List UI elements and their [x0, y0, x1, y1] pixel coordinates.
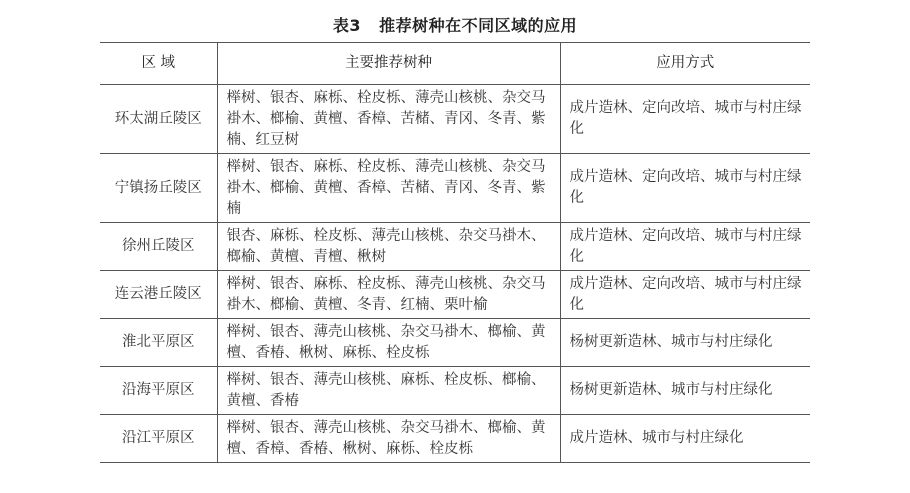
table-caption	[0, 15, 910, 37]
table-row	[100, 319, 810, 367]
table-row	[100, 223, 810, 271]
table-title: 推荐树种在不同区域的应用	[379, 16, 578, 35]
species-cell: 榉树、银杏、麻栎、栓皮栎、薄壳山核桃、杂交马褂木、榔榆、黄檀、香樟、苦槠、青冈、冬青、紫楠、红豆树	[217, 85, 560, 154]
method-cell: 成片造林、定向改培、城市与村庄绿化	[560, 223, 810, 271]
header-region: 区 域	[100, 43, 217, 85]
method-cell: 杨树更新造林、城市与村庄绿化	[560, 319, 810, 367]
table-row	[100, 271, 810, 319]
species-cell: 榉树、银杏、麻栎、栓皮栎、薄壳山核桃、杂交马褂木、榔榆、黄檀、冬青、红楠、栗叶榆	[217, 271, 560, 319]
header-species: 主要推荐树种	[217, 43, 560, 85]
region-cell: 徐州丘陵区	[100, 223, 217, 271]
table-row	[100, 154, 810, 223]
region-cell: 宁镇扬丘陵区	[100, 154, 217, 223]
species-cell: 榉树、银杏、薄壳山核桃、麻栎、栓皮栎、榔榆、黄檀、香椿	[217, 367, 560, 415]
header-row	[100, 43, 810, 85]
table-number: 表3	[332, 16, 362, 35]
species-application-table	[100, 42, 810, 463]
region-cell: 连云港丘陵区	[100, 271, 217, 319]
table-row	[100, 367, 810, 415]
method-cell: 杨树更新造林、城市与村庄绿化	[560, 367, 810, 415]
method-cell: 成片造林、定向改培、城市与村庄绿化	[560, 271, 810, 319]
species-cell: 银杏、麻栎、栓皮栎、薄壳山核桃、杂交马褂木、榔榆、黄檀、青檀、楸树	[217, 223, 560, 271]
region-cell: 沿江平原区	[100, 415, 217, 463]
table-row	[100, 415, 810, 463]
header-method: 应用方式	[560, 43, 810, 85]
method-cell: 成片造林、城市与村庄绿化	[560, 415, 810, 463]
region-cell: 环太湖丘陵区	[100, 85, 217, 154]
species-cell: 榉树、银杏、薄壳山核桃、杂交马褂木、榔榆、黄檀、香椿、楸树、麻栎、栓皮栎	[217, 319, 560, 367]
region-cell: 淮北平原区	[100, 319, 217, 367]
method-cell: 成片造林、定向改培、城市与村庄绿化	[560, 154, 810, 223]
region-cell: 沿海平原区	[100, 367, 217, 415]
method-cell: 成片造林、定向改培、城市与村庄绿化	[560, 85, 810, 154]
table-row	[100, 85, 810, 154]
species-cell: 榉树、银杏、薄壳山核桃、杂交马褂木、榔榆、黄檀、香樟、香椿、楸树、麻栎、栓皮栎	[217, 415, 560, 463]
species-cell: 榉树、银杏、麻栎、栓皮栎、薄壳山核桃、杂交马褂木、榔榆、黄檀、香樟、苦槠、青冈、冬青、紫楠	[217, 154, 560, 223]
